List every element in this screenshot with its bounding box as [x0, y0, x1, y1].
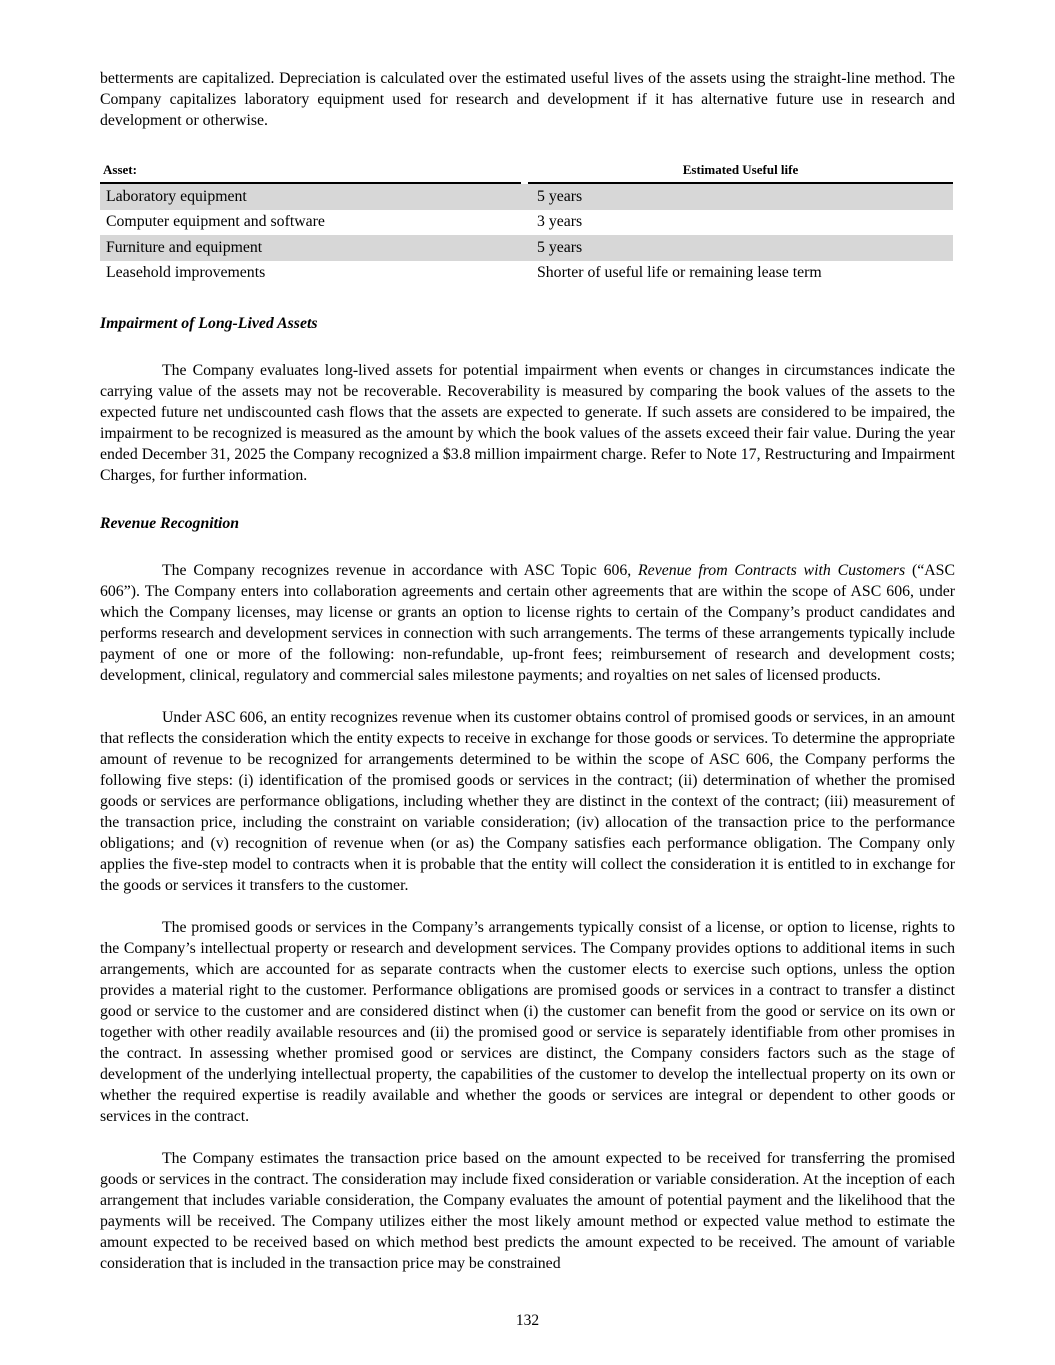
table-header-life-cell	[528, 159, 953, 184]
life-cell: 3 years	[537, 213, 583, 231]
asset-useful-life-table	[100, 159, 953, 286]
revenue-paragraph-2: Under ASC 606, an entity recognizes revenue when its customer obtains control of promised goods or services, in an amount that reflects the consideration which the entity expects to receive in exchange for those goods or services. To determine the appropriate amount of revenue to be recognized for arrangements determined to be within the scope of ASC 606, the Company performs the following five steps: (i) identification of the promised goods or services in the contract; (ii) determination of whether the promised goods or services are performance obligations, including whether they are distinct in the context of the contract; (iii) measurement of the transaction price, including the constraint on variable consideration; (iv) allocation of the transaction price to the performance obligations; and (v) recognition of revenue when (or as) the Company satisfies each performance obligation. The Company only applies the five-step model to contracts when it is probable that the entity will collect the consideration it is entitled to in exchange for the goods or services it transfers to the customer.	[100, 709, 955, 894]
life-cell: Shorter of useful life or remaining lease term	[537, 264, 822, 282]
table-header-asset-label: Asset:	[103, 162, 137, 177]
revenue-p1-text-after: (“ASC 606”). The Company enters into collaboration agreements and certain other agreements that are within the scope of ASC 606, under which the Company licenses, may license or grants an option to license rights to certain of the Company’s product candidates and performs research and development services in connection with such arrangements. The terms of these arrangements typically include payment of one or more of the following: non-refundable, up-front fees; reimbursement of research and development costs; development, clinical, regulatory and commercial sales milestone payments; and royalties on net sales of licensed products.	[100, 562, 955, 684]
revenue-p1-italic-title: Revenue from Contracts with Customers	[638, 562, 906, 579]
table-header-asset-cell	[100, 159, 521, 184]
table-row	[100, 210, 953, 236]
section-heading-revenue-recognition: Revenue Recognition	[100, 515, 240, 532]
impairment-paragraph: The Company evaluates long-lived assets for potential impairment when events or changes in circumstances indicate the carrying value of the assets may not be recoverable. Recoverability is measured by comparing the book values of the assets to the expected future net undiscounted cash flows that the assets are expected to generate. If such assets are considered to be impaired, the impairment to be recognized is measured as the amount by which the book values of the assets exceed their fair value. During the year ended December 31, 2025 the Company recognized a $3.8 million impairment charge. Refer to Note 17, Restructuring and Impairment Charges, for further information.	[100, 362, 955, 484]
asset-cell: Leasehold improvements	[106, 264, 266, 282]
intro-paragraph: betterments are capitalized. Depreciation is calculated over the estimated useful lives of the assets using the straight-line method. The Company capitalizes laboratory equipment used for research and development if it has alternative future use in research and development or otherwise.	[100, 70, 955, 129]
revenue-paragraph-1	[100, 560, 955, 686]
page-number: 132	[515, 1312, 540, 1329]
table-row	[100, 184, 953, 210]
asset-cell: Furniture and equipment	[106, 238, 263, 256]
asset-cell: Laboratory equipment	[106, 187, 247, 205]
revenue-paragraph-4: The Company estimates the transaction price based on the amount expected to be received for transferring the promised goods or services in the contract. The consideration may include fixed consideration or variable consideration. At the inception of each arrangement that includes variable consideration, the Company evaluates the amount of potential payment and the likelihood that the payments will be received. The Company utilizes either the most likely amount method or expected value method to estimate the amount expected to be received based on which method best predicts the amount expected to be received. The amount of variable consideration that is included in the transaction price may be constrained	[100, 1150, 955, 1272]
asset-cell: Computer equipment and software	[106, 213, 325, 231]
revenue-p1-text-before: The Company recognizes revenue in accordance with ASC Topic 606,	[162, 562, 639, 579]
table-row	[100, 261, 953, 287]
table-row	[100, 235, 953, 261]
table-header-life-label: Estimated Useful life	[682, 162, 799, 177]
life-cell: 5 years	[537, 238, 583, 256]
table-header-row	[100, 159, 953, 184]
revenue-paragraph-3: The promised goods or services in the Company’s arrangements typically consist of a license, or option to license, rights to the Company’s intellectual property or research and development services. The Company provides options to additional items in such arrangements, which are accounted for as separate contracts when the customer elects to exercise such options, unless the option provides a material right to the customer. Performance obligations are promised goods or services in a contract to transfer a distinct good or service to the customer and are considered distinct when (i) the customer can benefit from the good or service on its own or together with other readily available resources and (ii) the promised good or service is separately identifiable from other promises in the contract. In assessing whether promised good or services are distinct, the Company considers factors such as the stage of development of the underlying intellectual property, the capabilities of the customer to develop the intellectual property on its own or whether the required expertise is readily available and whether the goods or services are integral or dependent to other goods or services in the contract.	[100, 919, 955, 1125]
section-heading-impairment: Impairment of Long-Lived Assets	[100, 315, 318, 332]
life-cell: 5 years	[537, 187, 583, 205]
